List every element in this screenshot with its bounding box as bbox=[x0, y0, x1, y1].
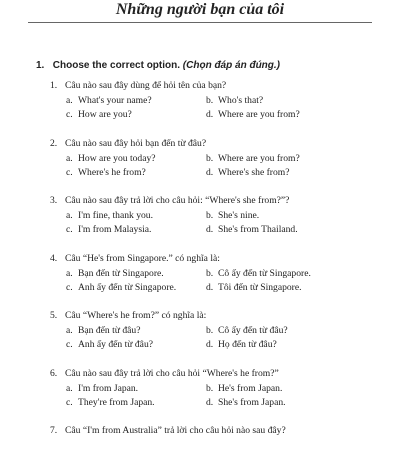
option-letter: b. bbox=[206, 382, 214, 394]
question-item bbox=[50, 367, 390, 410]
question-item bbox=[50, 137, 390, 180]
question-list bbox=[50, 79, 390, 452]
answer-option[interactable] bbox=[66, 382, 206, 396]
answer-options bbox=[50, 267, 390, 295]
page-header bbox=[28, 0, 372, 23]
option-text: Where's she from? bbox=[218, 166, 290, 178]
answer-option[interactable] bbox=[206, 382, 346, 396]
option-text: How are you? bbox=[78, 109, 132, 120]
option-letter: c. bbox=[66, 281, 73, 293]
option-letter: d. bbox=[206, 339, 214, 350]
answer-option[interactable] bbox=[206, 338, 346, 352]
option-letter: a. bbox=[66, 95, 73, 106]
answer-option[interactable] bbox=[66, 209, 206, 223]
question-text bbox=[50, 194, 390, 207]
answer-option[interactable] bbox=[66, 166, 206, 180]
question-text bbox=[50, 252, 390, 265]
option-letter: a. bbox=[66, 382, 73, 394]
answer-option[interactable] bbox=[206, 267, 346, 281]
question-prompt: Câu “He's from Singapore.” có nghĩa là: bbox=[65, 252, 220, 264]
question-number: 6. bbox=[50, 367, 58, 379]
option-text: How are you today? bbox=[78, 152, 156, 164]
answer-option[interactable] bbox=[206, 324, 346, 338]
option-letter: d. bbox=[206, 224, 214, 235]
answer-option[interactable] bbox=[206, 209, 346, 223]
option-text: Anh ấy đến từ đâu? bbox=[78, 339, 153, 350]
answer-options bbox=[50, 209, 390, 237]
section-heading bbox=[36, 60, 280, 71]
option-text: I'm from Japan. bbox=[78, 382, 139, 394]
answer-option[interactable] bbox=[66, 281, 206, 295]
option-text: What's your name? bbox=[78, 95, 152, 106]
option-text: They're from Japan. bbox=[78, 396, 155, 408]
question-prompt: Câu “I'm from Australia” trả lời cho câu hỏi nào sau đây? bbox=[65, 425, 286, 436]
answer-option[interactable] bbox=[66, 267, 206, 281]
answer-option[interactable] bbox=[206, 152, 346, 166]
question-text bbox=[50, 79, 390, 92]
option-text: Cô ấy đến từ đâu? bbox=[218, 325, 288, 336]
answer-options bbox=[50, 382, 390, 410]
question-text bbox=[50, 137, 390, 150]
option-letter: c. bbox=[66, 339, 73, 350]
question-prompt: Câu nào sau đây trả lời cho câu hỏi “Where's he from?” bbox=[65, 367, 279, 379]
answer-option[interactable] bbox=[206, 166, 346, 180]
question-text bbox=[50, 424, 390, 437]
option-letter: b. bbox=[206, 95, 214, 106]
option-letter: b. bbox=[206, 325, 214, 336]
answer-option[interactable] bbox=[206, 108, 346, 122]
answer-option[interactable] bbox=[66, 338, 206, 352]
question-number: 1. bbox=[50, 80, 58, 91]
option-text: Bạn đến từ đâu? bbox=[78, 325, 141, 336]
option-text: Anh ấy đến từ Singapore. bbox=[78, 281, 177, 293]
option-letter: d. bbox=[206, 109, 214, 120]
option-letter: d. bbox=[206, 396, 214, 408]
option-text: Who's that? bbox=[218, 95, 264, 106]
option-letter: a. bbox=[66, 152, 73, 164]
answer-option[interactable] bbox=[66, 108, 206, 122]
option-letter: b. bbox=[206, 152, 214, 164]
answer-option[interactable] bbox=[66, 324, 206, 338]
question-item bbox=[50, 194, 390, 237]
option-text: Bạn đến từ Singapore. bbox=[78, 267, 164, 279]
option-text: She's from Japan. bbox=[218, 396, 286, 408]
question-prompt: Câu nào sau đây hỏi bạn đến từ đâu? bbox=[65, 137, 207, 149]
option-letter: c. bbox=[66, 224, 73, 235]
page-title: Những người bạn của tôi bbox=[115, 1, 285, 18]
option-text: He's from Japan. bbox=[218, 382, 283, 394]
question-item bbox=[50, 309, 390, 352]
question-item bbox=[50, 424, 390, 437]
option-letter: a. bbox=[66, 267, 73, 279]
question-prompt: Câu nào sau đây trả lời cho câu hỏi: “Where's she from?”? bbox=[65, 195, 290, 206]
option-letter: d. bbox=[206, 166, 214, 178]
answer-option[interactable] bbox=[206, 94, 346, 108]
answer-options bbox=[50, 152, 390, 180]
section-note: (Chọn đáp án đúng.) bbox=[182, 60, 280, 71]
question-prompt: Câu “Where's he from?” có nghĩa là: bbox=[65, 310, 207, 321]
option-letter: c. bbox=[66, 396, 73, 408]
question-item bbox=[50, 79, 390, 122]
option-text: Where's he from? bbox=[78, 166, 146, 178]
option-text: Where are you from? bbox=[218, 109, 300, 120]
option-letter: a. bbox=[66, 210, 73, 221]
answer-option[interactable] bbox=[66, 152, 206, 166]
option-text: She's from Thailand. bbox=[218, 224, 298, 235]
option-letter: c. bbox=[66, 109, 73, 120]
option-letter: c. bbox=[66, 166, 73, 178]
answer-option[interactable] bbox=[206, 281, 346, 295]
question-number: 5. bbox=[50, 310, 58, 321]
option-text: Họ đến từ đâu? bbox=[218, 339, 277, 350]
question-prompt: Câu nào sau đây dùng để hỏi tên của bạn? bbox=[65, 80, 227, 91]
option-text: She's nine. bbox=[218, 210, 260, 221]
question-item bbox=[50, 252, 390, 295]
section-number: 1. bbox=[36, 60, 45, 71]
answer-option[interactable] bbox=[206, 223, 346, 237]
option-letter: d. bbox=[206, 281, 214, 293]
option-text: Cô ấy đến từ Singapore. bbox=[218, 267, 311, 279]
question-number: 3. bbox=[50, 195, 58, 206]
option-text: I'm from Malaysia. bbox=[78, 224, 152, 235]
option-text: I'm fine, thank you. bbox=[78, 210, 153, 221]
option-text: Tôi đến từ Singapore. bbox=[218, 281, 302, 293]
option-letter: b. bbox=[206, 210, 214, 221]
section-instruction: Choose the correct option. bbox=[52, 60, 181, 71]
answer-option[interactable] bbox=[66, 94, 206, 108]
question-number: 7. bbox=[50, 425, 58, 436]
answer-option[interactable] bbox=[206, 396, 346, 410]
question-number: 4. bbox=[50, 252, 58, 264]
question-text bbox=[50, 367, 390, 380]
answer-option[interactable] bbox=[66, 396, 206, 410]
question-number: 2. bbox=[50, 137, 58, 149]
option-letter: b. bbox=[206, 267, 214, 279]
option-text: Where are you from? bbox=[218, 152, 300, 164]
question-text bbox=[50, 309, 390, 322]
answer-options bbox=[50, 94, 390, 122]
option-letter: a. bbox=[66, 325, 73, 336]
answer-option[interactable] bbox=[66, 223, 206, 237]
answer-options bbox=[50, 324, 390, 352]
